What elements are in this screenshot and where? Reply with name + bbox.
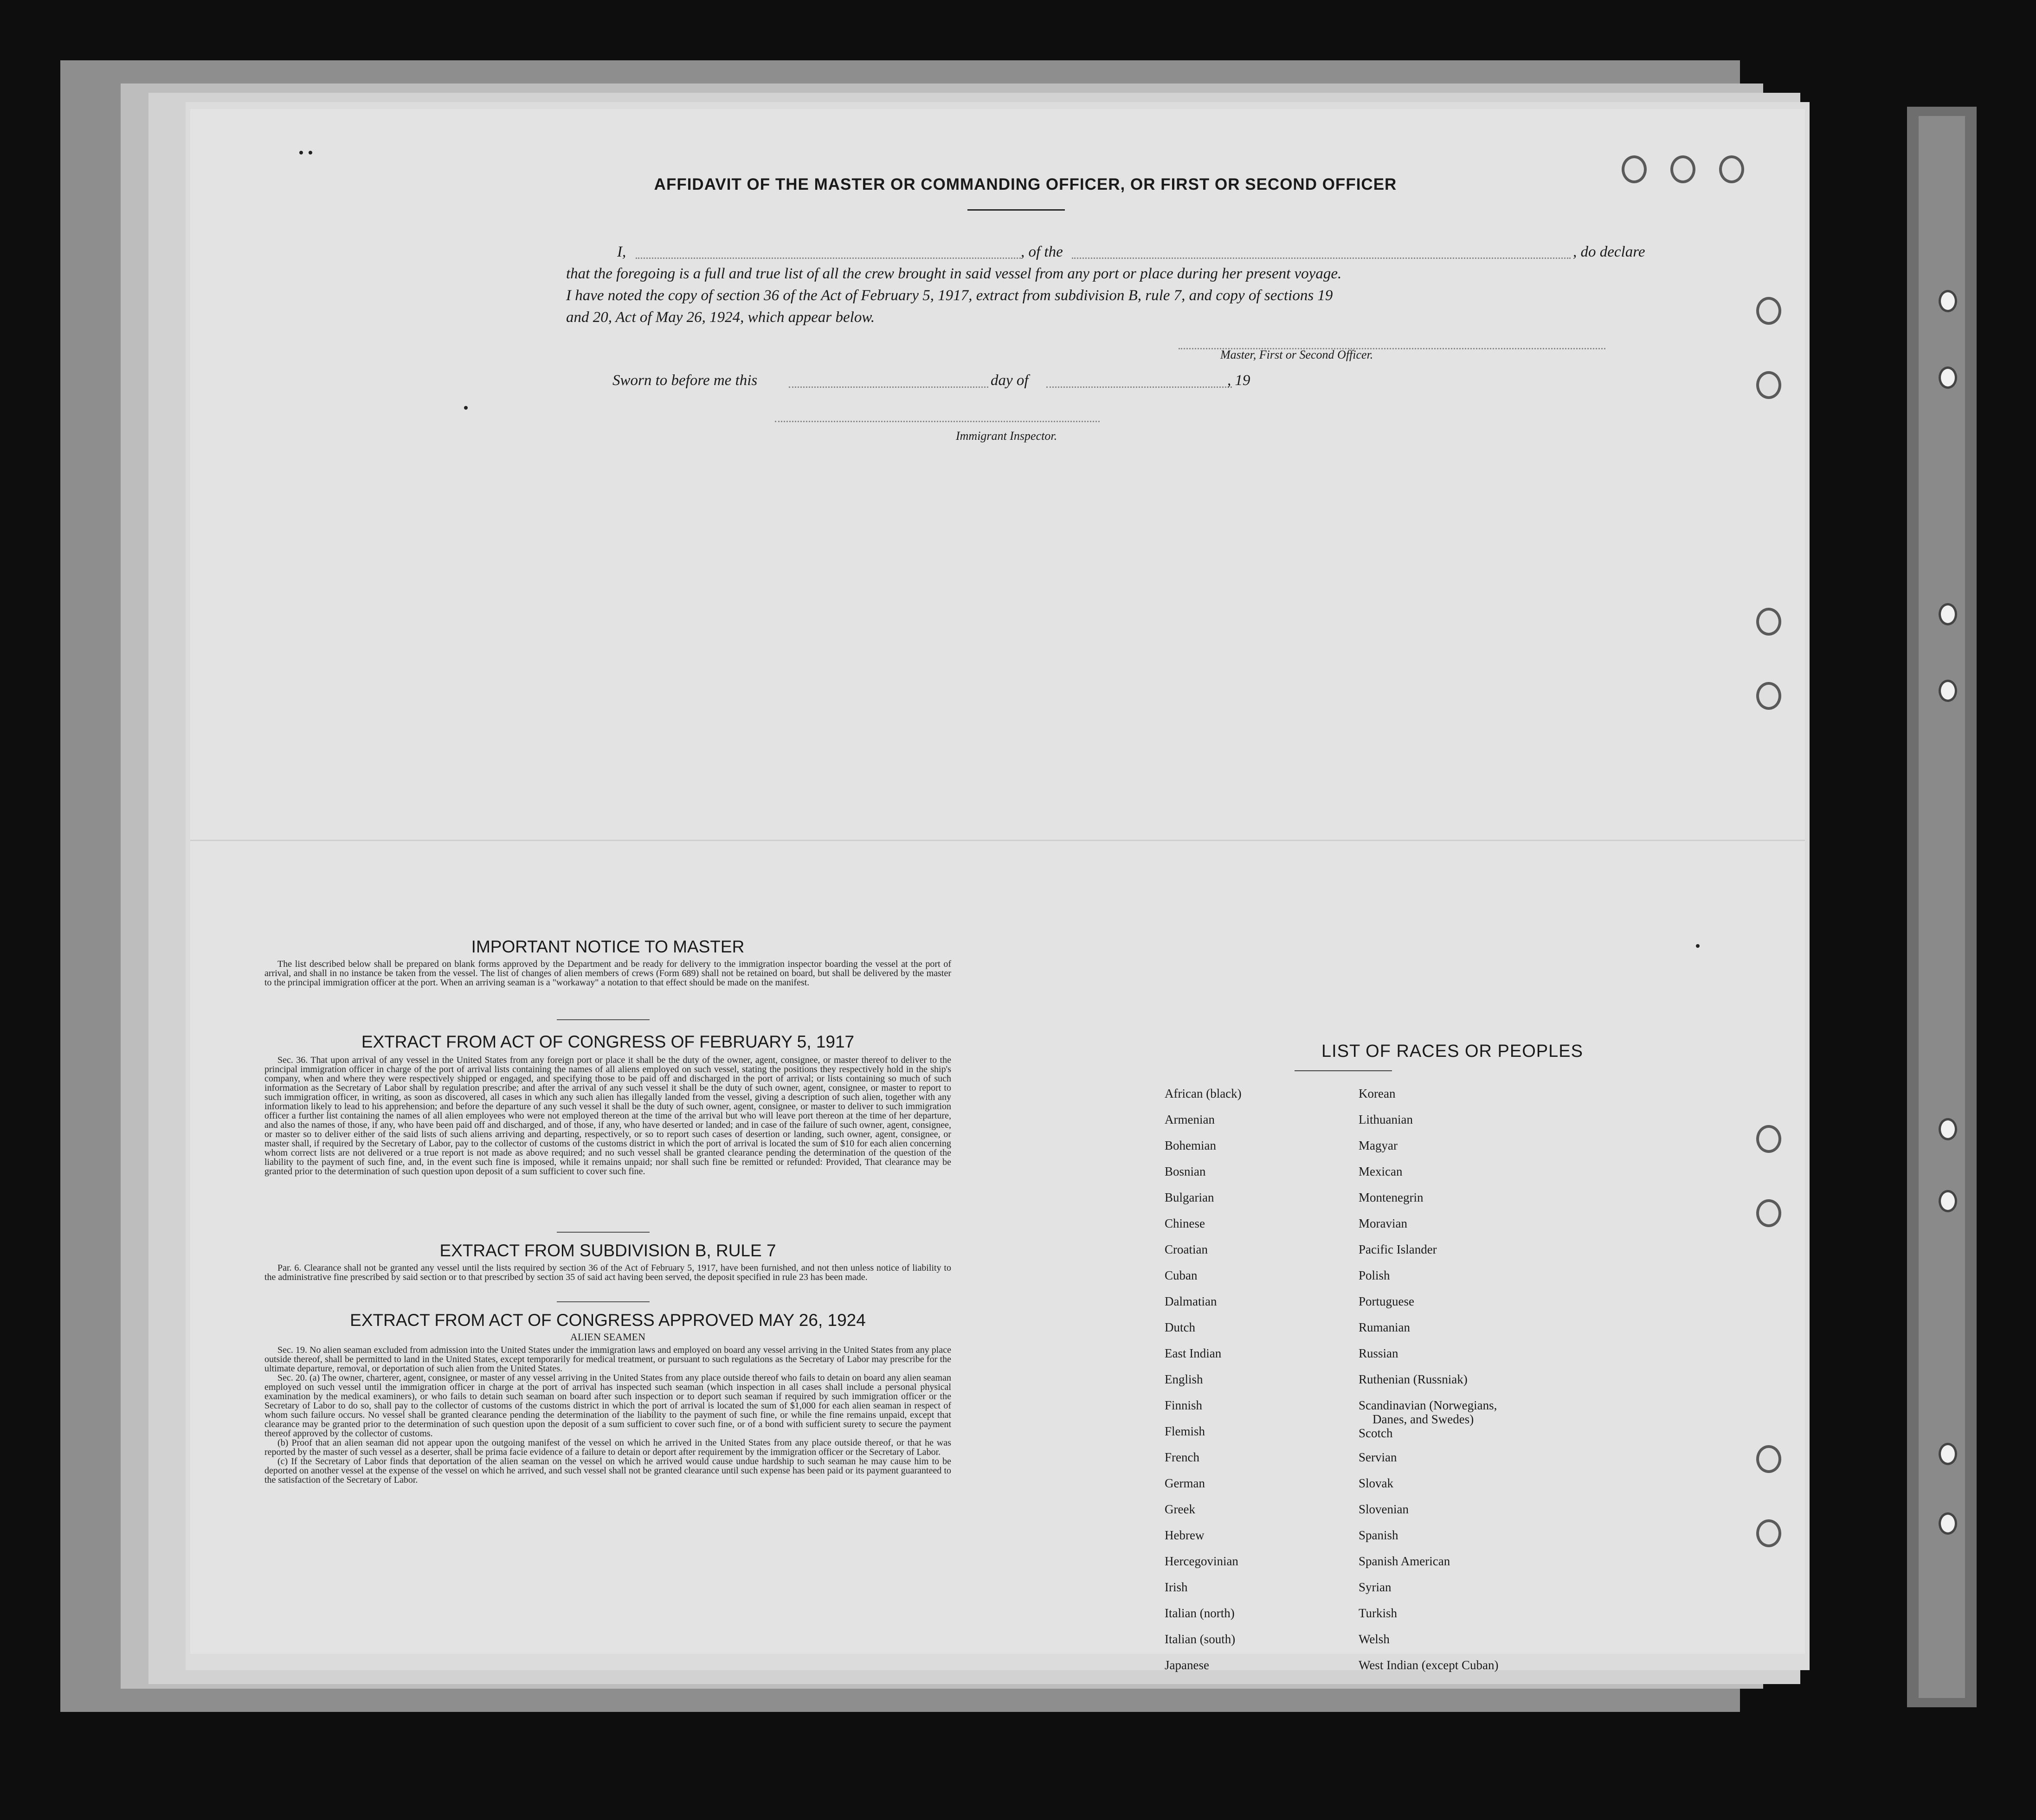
notice-body: The list described below shall be prepared on blank forms approved by the Department and be ready for delivery to the immigration inspector boarding the vessel at the port of arrival, and shall in no instance be taken from the vessel. The list of changes of alien members of crews (Form 689) shall not be retained on board, but shall be delivered by the master to the principal immigration officer at the port. When an arriving seaman is a "workaway" a notation to that effect should be made on the manifest.	[264, 959, 951, 988]
race-item: Hebrew	[1165, 1528, 1205, 1542]
punch-hole	[1939, 603, 1957, 625]
punch-hole	[1756, 1519, 1781, 1547]
race-item: East Indian	[1165, 1346, 1222, 1360]
vessel-blank	[1072, 257, 1571, 259]
speck	[309, 151, 312, 154]
race-item: Syrian	[1359, 1580, 1392, 1594]
race-item: Danes, and Swedes)	[1372, 1412, 1474, 1426]
race-item: Rumanian	[1359, 1320, 1410, 1334]
name-blank	[636, 257, 1021, 259]
race-item: Montenegrin	[1359, 1190, 1424, 1204]
race-item: Dalmatian	[1165, 1294, 1217, 1308]
race-item: Moravian	[1359, 1216, 1407, 1230]
punch-hole	[1756, 1445, 1781, 1473]
race-item: Mexican	[1359, 1164, 1403, 1178]
race-item: Greek	[1165, 1502, 1195, 1516]
race-item: Ruthenian (Russniak)	[1359, 1372, 1468, 1386]
punch-hole	[1756, 1199, 1781, 1227]
speck	[299, 151, 303, 154]
declaration-line-4: and 20, Act of May 26, 1924, which appear below.	[566, 309, 875, 326]
race-item: Italian (south)	[1165, 1632, 1236, 1646]
extract-1917-title: EXTRACT FROM ACT OF CONGRESS OF FEBRUARY 5, 1917	[361, 1032, 855, 1051]
race-item: Bohemian	[1165, 1138, 1216, 1152]
speck	[1696, 944, 1700, 948]
affidavit-title: AFFIDAVIT OF THE MASTER OR COMMANDING OFFICER, OR FIRST OR SECOND OFFICER	[654, 175, 1397, 193]
race-item: Spanish	[1359, 1528, 1398, 1542]
race-item: Croatian	[1165, 1242, 1208, 1256]
race-item: Magyar	[1359, 1138, 1398, 1152]
punch-hole	[1939, 1118, 1957, 1140]
race-item: Bulgarian	[1165, 1190, 1214, 1204]
day-blank	[789, 386, 988, 388]
punch-hole	[1719, 155, 1744, 183]
punch-hole	[1670, 155, 1695, 183]
race-item: Spanish American	[1359, 1554, 1450, 1568]
race-item: Flemish	[1165, 1424, 1205, 1438]
declaration-of-the: , of the	[1021, 244, 1063, 260]
race-item: Pacific Islander	[1359, 1242, 1437, 1256]
punch-hole	[1756, 1125, 1781, 1153]
section-rule	[557, 1301, 650, 1302]
extract-1924-body: Sec. 19. No alien seaman excluded from admission into the United States under the immigration laws and employed on board any vessel arriving in the United States from any place outside thereof, shall be permitted to land in the United States, except temporarily for medical treatment, or pursuant to such regulations as the Secretary of Labor may prescribe for the ultimate departure, removal, or deportation of such alien from the United States. Sec. 20. (a) The owner, charterer, agent, consignee, or master of any vessel arriving in the United States from any place outside thereof who fails to detain on board any alien seaman employed on such vessel until the immigration officer in charge at the port of arrival has inspected such seaman (which inspection in all cases shall include a personal physical examination by the medical examiners), or who fails to detain such seaman on board after such inspection or to deport such seaman if required by such immigration officer or the Secretary of Labor to do so, shall pay to the collector of customs of the customs district in which the port of arrival is located the sum of $1,000 for each alien seaman in respect of whom such failure occurs. No vessel shall be granted clearance pending the determination of the liability to the payment of such fine, or while the fine remains unpaid, except that clearance may be granted prior to the determination of such question upon the deposit of a sum sufficient to cover such fine, or of a bond with sufficient surety to secure the payment thereof approved by the collector of customs. (b) Proof that an alien seaman did not appear upon the outgoing manifest of the vessel on which he arrived in the United States from any place outside thereof, or that he was reported by the master of such vessel as a deserter, shall be prima facie evidence of a failure to detain or deport after requirement by the immigration officer or the Secretary of Labor. (c) If the Secretary of Labor finds that deportation of the alien seaman on the vessel on which he arrived would cause undue hardship to such seaman he may cause him to be deported on another vessel at the expense of the vessel on which he arrived, and such vessel shall not be granted clearance until such expense has been paid or its payment guaranteed to the satisfaction of the Secretary of Labor.	[264, 1345, 951, 1485]
sworn-start: Sworn to before me this	[612, 372, 758, 389]
declaration-do-declare: , do declare	[1573, 244, 1645, 260]
race-item: Polish	[1359, 1268, 1390, 1282]
race-item: Slovenian	[1359, 1502, 1409, 1516]
race-item: West Indian (except Cuban)	[1359, 1658, 1499, 1672]
race-item: Scotch	[1359, 1426, 1393, 1440]
race-item: French	[1165, 1450, 1199, 1464]
inspector-label: Immigrant Inspector.	[956, 429, 1057, 443]
rule7-title: EXTRACT FROM SUBDIVISION B, RULE 7	[439, 1241, 776, 1260]
month-blank	[1046, 386, 1232, 388]
race-item: Dutch	[1165, 1320, 1195, 1334]
race-item: Welsh	[1359, 1632, 1390, 1646]
title-rule	[967, 209, 1065, 211]
sworn-year: , 19	[1227, 372, 1250, 389]
punch-hole	[1756, 371, 1781, 399]
sworn-day-of: day of	[991, 372, 1029, 389]
declaration-line-2: that the foregoing is a full and true list of all the crew brought in said vessel from any port or place during her present voyage.	[566, 265, 1342, 282]
race-item: Italian (north)	[1165, 1606, 1235, 1620]
race-item: Chinese	[1165, 1216, 1205, 1230]
section-rule	[557, 1019, 650, 1020]
race-item: Slovak	[1359, 1476, 1394, 1490]
declaration-i: I,	[617, 244, 626, 260]
rule7-body: Par. 6. Clearance shall not be granted any vessel until the lists required by section 36 of the Act of February 5, 1917, have been furnished, and not then unless notice of liability to the administrative fine prescribed by said section or to that prescribed by section 35 of said act having been served, the deposit specified in rule 23 has been made.	[264, 1263, 951, 1282]
declaration-line-3: I have noted the copy of section 36 of the Act of February 5, 1917, extract from subdivision B, rule 7, and copy of sections 19	[566, 287, 1333, 304]
race-item: Bosnian	[1165, 1164, 1206, 1178]
race-item: Lithuanian	[1359, 1113, 1413, 1126]
extract-1917-body: Sec. 36. That upon arrival of any vessel in the United States from any foreign port or place it shall be the duty of the owner, agent, consignee, or master thereof to deliver to the principal immigration officer in charge of the port of arrival lists containing the names of all aliens employed on such vessel, stating the positions they respectively hold in the ship's company, when and where they were respectively shipped or engaged, and specifying those to be paid off and discharged in the port of arrival; or lists containing so much of such information as the Secretary of Labor shall by regulation prescribe; and after the arrival of any such vessel it shall be the duty of such owner, agent, consignee, or master to report to such immigration officer, in writing, as soon as discovered, all cases in which any such alien has illegally landed from the vessel, giving a description of such alien, together with any information likely to lead to his apprehension; and before the departure of any such vessel it shall be the duty of such owner, agent, consignee, or master to deliver to such immigration officer a further list containing the names of all alien employees who were not employed thereon at the time of the arrival but who will leave port thereon at the time of her departure, and also the names of those, if any, who have been paid off and discharged, and of those, if any, who have deserted or landed; and in case of the failure of such owner, agent, consignee, or master so to deliver either of the said lists of such aliens arriving and departing, respectively, or so to report such cases of desertion or landing, such owner, agent, consignee, or master shall, if required by the Secretary of Labor, pay to the collector of customs of the customs district in which the port of arrival is located the sum of $10 for each alien concerning whom correct lists are not delivered or a true report is not made as above required; and no such vessel shall be granted clearance pending the determination of the question of the liability to the payment of such fine, and, in the event such fine is imposed, while it remains unpaid; nor shall such fine be remitted or refunded: Provided, That clearance may be granted prior to the determination of such question upon deposit of a sum sufficient to cover such fine.	[264, 1055, 951, 1177]
punch-hole	[1939, 290, 1957, 312]
race-item: German	[1165, 1476, 1205, 1490]
punch-hole	[1861, 1155, 1877, 1176]
punch-hole	[1861, 1076, 1877, 1097]
punch-hole	[1756, 297, 1781, 325]
race-item: Scandinavian (Norwegians,	[1359, 1398, 1497, 1412]
master-label: Master, First or Second Officer.	[1220, 348, 1373, 361]
races-rule	[1295, 1070, 1392, 1071]
notice-title: IMPORTANT NOTICE TO MASTER	[471, 937, 745, 956]
document-page	[190, 109, 1805, 1672]
race-item: English	[1165, 1372, 1203, 1386]
punch-hole	[1939, 1512, 1957, 1535]
race-item: Korean	[1359, 1087, 1396, 1100]
race-item: African (black)	[1165, 1087, 1242, 1100]
punch-hole	[1861, 1471, 1877, 1491]
race-item: Turkish	[1359, 1606, 1398, 1620]
speck	[464, 406, 468, 410]
races-title: LIST OF RACES OR PEOPLES	[1321, 1042, 1583, 1061]
punch-hole	[1939, 367, 1957, 389]
inspector-blank	[775, 421, 1100, 422]
extract-1924-title: EXTRACT FROM ACT OF CONGRESS APPROVED MAY 26, 1924	[350, 1311, 866, 1330]
punch-hole	[1939, 1190, 1957, 1212]
punch-hole	[1939, 1443, 1957, 1465]
race-item: Armenian	[1165, 1113, 1215, 1126]
punch-hole	[1861, 1396, 1877, 1417]
race-item: Japanese	[1165, 1658, 1209, 1672]
page-fold	[190, 840, 1805, 841]
race-item: Finnish	[1165, 1398, 1203, 1412]
punch-hole	[1622, 155, 1647, 183]
punch-hole	[1756, 608, 1781, 636]
race-item: Hercegovinian	[1165, 1554, 1238, 1568]
race-item: Cuban	[1165, 1268, 1198, 1282]
race-item: Portuguese	[1359, 1294, 1414, 1308]
section-rule	[557, 1232, 650, 1233]
punch-hole	[1939, 680, 1957, 702]
race-item: Russian	[1359, 1346, 1398, 1360]
alien-seamen-subtitle: ALIEN SEAMEN	[570, 1331, 645, 1343]
punch-hole	[1756, 682, 1781, 710]
race-item: Irish	[1165, 1580, 1188, 1594]
race-item: Servian	[1359, 1450, 1397, 1464]
